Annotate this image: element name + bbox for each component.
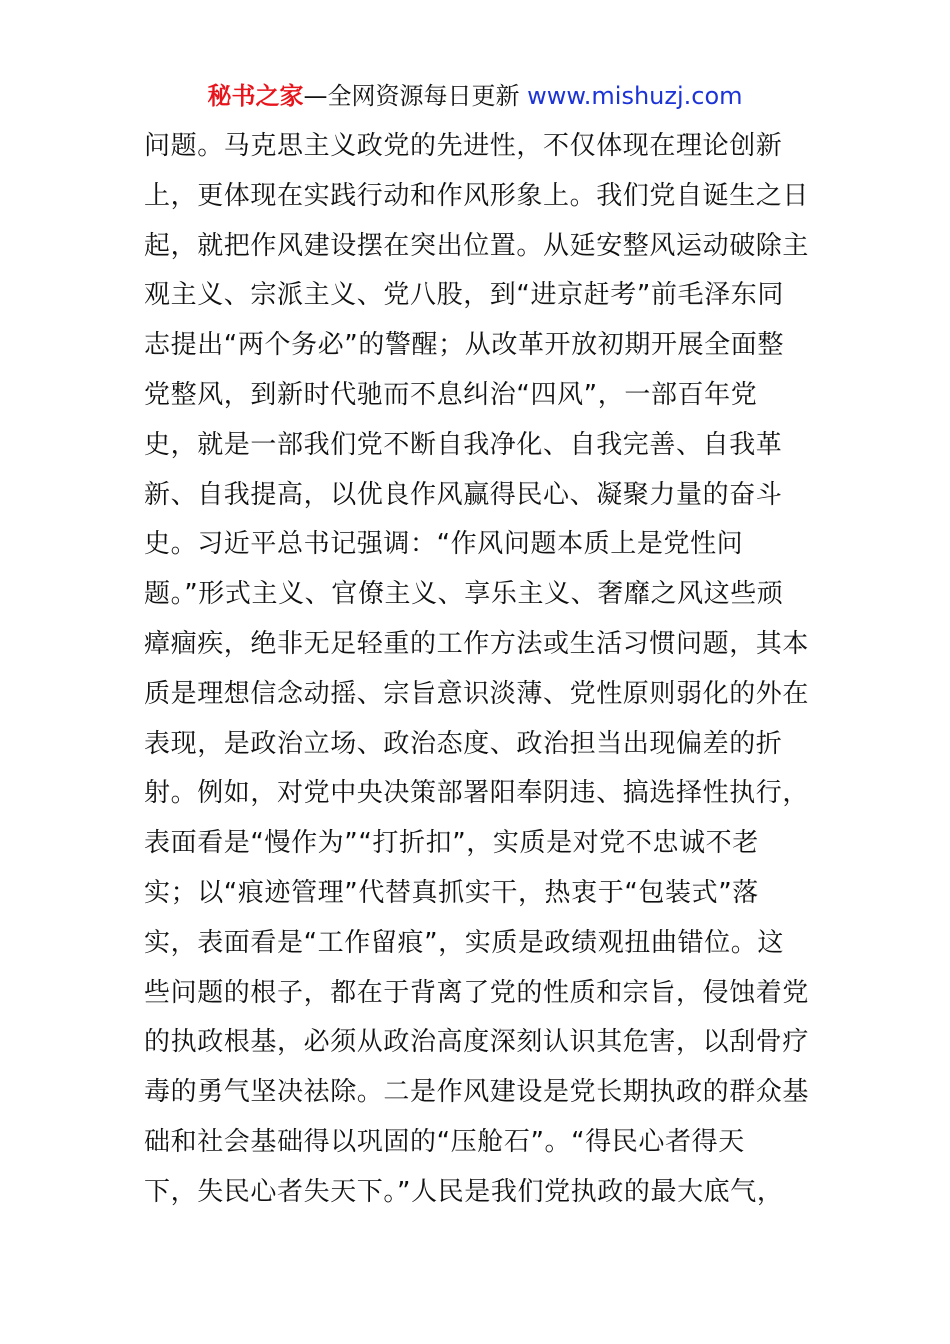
text-line: 础和社会基础得以巩固的“压舱石”。“得民心者得天 — [144, 1126, 745, 1157]
text-line: 上，更体现在实践行动和作风形象上。我们党自诞生之日 — [144, 180, 810, 211]
text-line: 些问题的根子，都在于背离了党的性质和宗旨，侵蚀着党 — [144, 977, 810, 1008]
text-line: 党整风，到新时代驰而不息纠治“四风”，一部百年党 — [144, 379, 758, 410]
text-line: 问题。马克思主义政党的先进性，不仅体现在理论创新 — [144, 131, 783, 161]
text-line: 下，失民心者失天下。”人民是我们党执政的最大底气， — [144, 1176, 784, 1207]
text-line: 射。例如，对党中央决策部署阳奉阴违、搞选择性执行， — [144, 778, 810, 809]
text-line: 瘴痼疾，绝非无足轻重的工作方法或生活习惯问题，其本 — [144, 628, 810, 659]
text-line: 史，就是一部我们党不断自我净化、自我完善、自我革 — [144, 429, 783, 460]
text-line: 史。习近平总书记强调：“作风问题本质上是党性问 — [144, 529, 744, 560]
text-line: 质是理想信念动摇、宗旨意识淡薄、党性原则弱化的外在 — [144, 678, 810, 709]
site-brand: 秘书之家 — [207, 82, 304, 110]
text-line: 题。”形式主义、官僚主义、享乐主义、奢靡之风这些顽 — [144, 579, 784, 610]
text-line: 观主义、宗派主义、党八股，到“进京赶考”前毛泽东同 — [144, 280, 784, 311]
site-tagline: —全网资源每日更新 — [303, 82, 528, 110]
text-line: 毒的勇气坚决祛除。二是作风建设是党长期执政的群众基 — [144, 1077, 810, 1108]
text-line: 表现，是政治立场、政治态度、政治担当出现偏差的折 — [144, 728, 783, 759]
site-header — [0, 80, 950, 112]
document-body — [144, 122, 814, 1218]
text-line: 起，就把作风建设摆在突出位置。从延安整风运动破除主 — [144, 230, 810, 261]
text-line: 实，表面看是“工作留痕”，实质是政绩观扭曲错位。这 — [144, 927, 784, 958]
text-line: 志提出“两个务必”的警醒；从改革开放初期开展全面整 — [144, 330, 784, 361]
text-line: 表面看是“慢作为”“打折扣”，实质是对党不忠诚不老 — [144, 828, 759, 859]
text-line: 新、自我提高，以优良作风赢得民心、凝聚力量的奋斗 — [144, 479, 783, 510]
text-line: 实；以“痕迹管理”代替真抓实干，热衷于“包装式”落 — [144, 877, 759, 908]
site-url-link[interactable]: www.mishuzj.com — [527, 82, 743, 110]
text-line: 的执政根基，必须从政治高度深刻认识其危害，以刮骨疗 — [144, 1027, 810, 1058]
